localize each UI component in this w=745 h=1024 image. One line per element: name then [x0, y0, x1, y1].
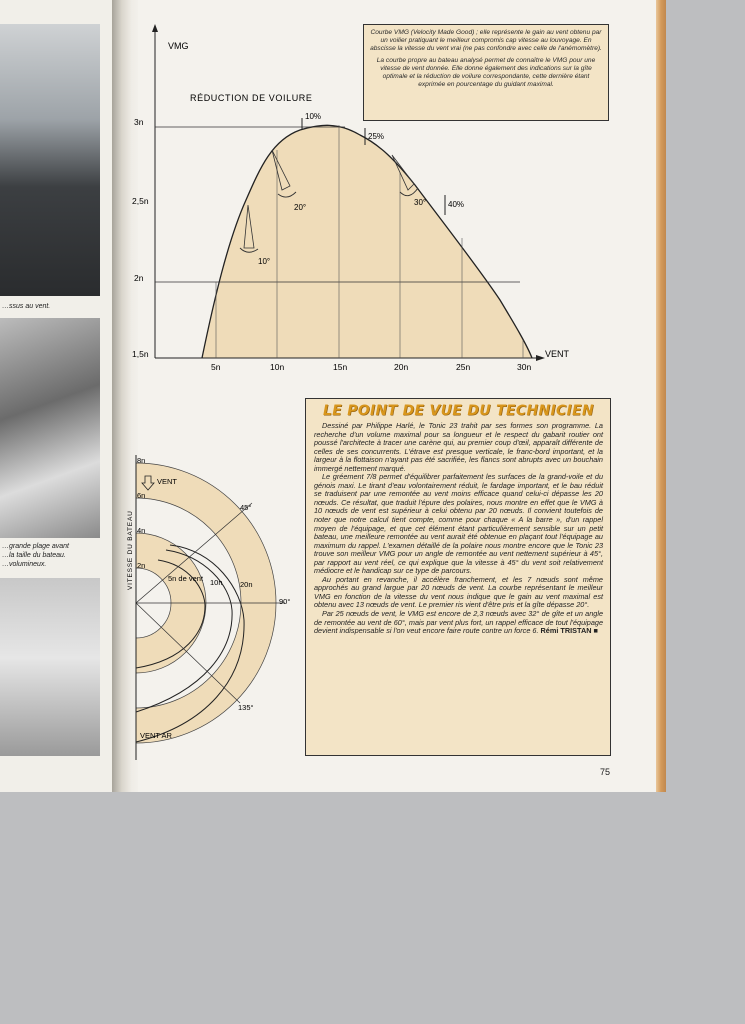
y-tick-2n: 2n — [134, 273, 144, 283]
heel-20-label: 20° — [294, 203, 307, 212]
polar-angle-45: 45° — [240, 503, 252, 512]
technicien-paragraph-4 — [314, 610, 603, 636]
photo-caption-1: …ssus au vent. — [2, 303, 51, 310]
polar-ring-2n: 2n — [137, 561, 146, 570]
y-axis-title: VMG — [168, 41, 189, 51]
deck-photo — [0, 318, 100, 538]
reduction-title: RÉDUCTION DE VOILURE — [190, 93, 313, 103]
photo-caption-2-line-2: …la taille du bateau. — [2, 552, 66, 559]
vmg-explanation-box — [363, 24, 609, 121]
y-tick-3n: 3n — [134, 117, 144, 127]
technicien-paragraph-3: Au portant en revanche, il accélère franchement, et les 7 nœuds sont même approchés au grand largue par 20 nœuds de vent. La courbe représentant le meilleur VMG en fonction de la vitesse du vent nous indique que le gain au vent maximal est obtenu avec 13 nœuds de vent. Le premier ris vient d'être pris et la gîte dépasse 20°. — [314, 574, 603, 610]
x-tick-30n: 30n — [517, 362, 532, 372]
x-axis-title: VENT — [545, 349, 570, 359]
vmg-explanation-p1: Courbe VMG (Velocity Made Good) ; elle représente le gain au vent obtenu par un voilier pratiquant le meilleur compromis cap vitesse au louvoyage. En abscisse la vitesse du vent vrai (ne pas confondre avec celle de l'anémomètre). — [370, 29, 602, 53]
x-tick-25n: 25n — [456, 362, 471, 372]
y-tick-1-5n: 1,5n — [132, 349, 149, 359]
technicien-title: LE POINT DE VUE DU TECHNICIEN — [323, 403, 594, 419]
polar-vent-label: VENT — [157, 477, 178, 486]
polar-curve-10n-label: 10n — [210, 578, 223, 587]
x-tick-20n: 20n — [394, 362, 409, 372]
reduction-40-label: 40% — [448, 200, 465, 209]
heel-10-label: 10° — [258, 257, 271, 266]
x-axis-arrow — [536, 355, 545, 361]
polar-curve-20n-label: 20n — [240, 580, 253, 589]
polar-ring-8n: 8n — [137, 456, 146, 465]
polar-vent-ar-label: VENT AR — [140, 731, 172, 740]
cabin-photo — [0, 578, 100, 756]
technicien-body — [314, 422, 603, 636]
y-tick-2-5n: 2,5n — [132, 196, 149, 206]
x-tick-5n: 5n — [211, 362, 221, 372]
x-tick-10n: 10n — [270, 362, 285, 372]
technicien-box — [305, 398, 611, 756]
vmg-explanation-p2: La courbe propre au bateau analysé permet de connaître le VMG pour une vitesse de vent donnée. Elle donne également des indications sur la gîte optimale et la réduction de voilure correspondante, cette dernière étant exprimée en pourcentage du guidant maximal. — [376, 56, 596, 89]
heel-30-label: 30° — [414, 198, 427, 207]
photo-caption-2-line-1: …grande plage avant — [2, 543, 69, 550]
polar-angle-135: 135° — [238, 703, 254, 712]
author-signature: Rémi TRISTAN — [540, 626, 592, 636]
end-mark-icon: ■ — [593, 626, 598, 636]
polar-angle-90: 90° — [279, 597, 291, 606]
polar-curve-5n-label: 5n de vent — [168, 574, 204, 583]
sailboat-photo — [0, 24, 100, 296]
technicien-paragraph-4-text: Par 25 nœuds de vent, le VMG est encore de 2,3 nœuds avec 32° de gîte et un angle de remontée au vent de 60°, mais par vent plus fort, un rappel efficace de tout l'équipage devient indispensable si l'on veut encore faire route contre un force 6. — [314, 609, 603, 636]
x-tick-15n: 15n — [333, 362, 348, 372]
photo-caption-2-line-3: …volumineux. — [2, 561, 47, 568]
page-number: 75 — [600, 767, 611, 777]
vmg-curve-fill — [202, 125, 532, 358]
polar-ring-6n: 6n — [137, 491, 146, 500]
left-page — [0, 0, 118, 792]
polar-ring-4n: 4n — [137, 526, 146, 535]
technicien-paragraph-1: Dessiné par Philippe Harlé, le Tonic 23 trahit par ses formes son programme. La recherche d'un volume maximal pour sa longueur et le respect du gabarit routier ont poussé l'architecte à tracer une carène qui, au premier coup d'œil, apparaît différente de celles de ses concurrents. L'étrave est presque verticale, le franc-bord important, et la largeur à la flottaison n'ayant pas été sacrifiée, les flancs sont abrupts avec un bouchain immergé nettement marqué. — [314, 421, 603, 473]
polar-vertical-label: VITESSE DU BATEAU — [127, 510, 134, 590]
page-edge — [656, 0, 666, 792]
reduction-10-label: 10% — [305, 112, 322, 121]
y-axis-arrow — [152, 24, 158, 32]
polar-chart — [124, 445, 304, 765]
technicien-paragraph-2: Le gréement 7/8 permet d'équilibrer parfaitement les surfaces de la grand-voile et du génois maxi. Le tirant d'eau volontairement réduit, le fardage important, et le bau réduit se traduisent par une remontée au vent moins efficace quand celui-ci dépasse les 20 nœuds. Ce résultat, que traduit l'épure des polaires, nous montre en effet que le VMG à 10 nœuds de vent est supérieur à celui obtenu par 20 nœuds. Il convient toutefois de noter que notre calcul tient compte, comme pour chaque « A la barre », d'un rappel moyen de l'équipage, et que cet élément étant particulièrement sensible sur un petit bateau, une meilleure remontée au vent aurait été obtenue en plaçant tout l'équipage au maximum du rappel. L'examen détaillé de la polaire nous montre encore que le Tonic 23 trouve son meilleur VMG pour un angle de remontée au vent nettement supérieur à 45°, par rapport au vent réel, ce qui explique que la vitesse à 45° du vent soit relativement médiocre et le handicap sur ce type de parcours. — [314, 472, 603, 576]
reduction-25-label: 25% — [368, 132, 385, 141]
